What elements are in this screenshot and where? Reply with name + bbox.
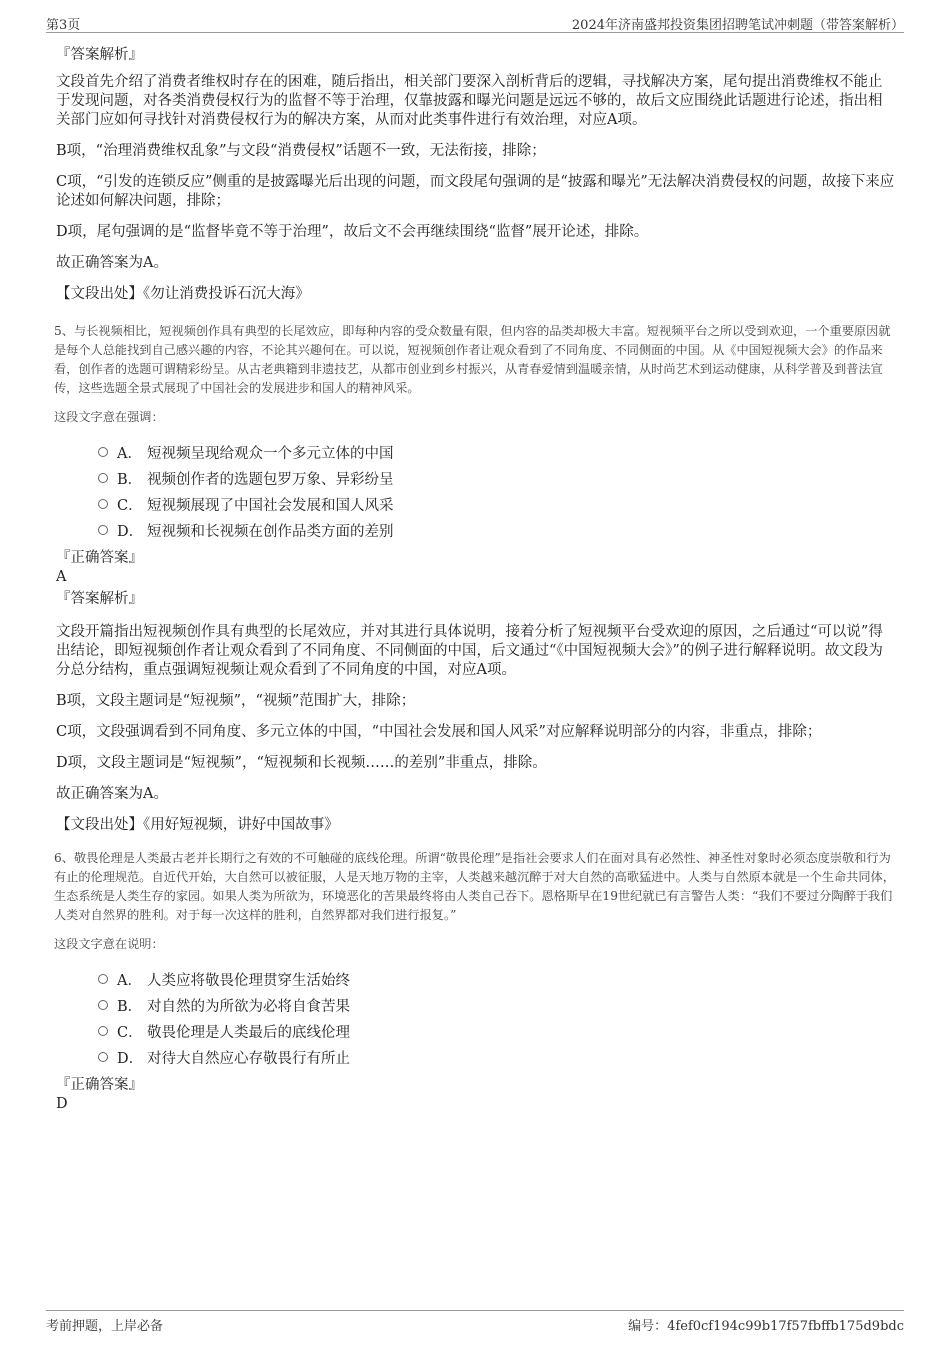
page-header xyxy=(46,14,904,33)
radio-icon[interactable] xyxy=(98,525,108,535)
analysis-label: 『答案解析』 xyxy=(56,591,143,607)
radio-icon[interactable] xyxy=(98,1026,108,1036)
radio-icon[interactable] xyxy=(98,1052,108,1062)
footer-slogan: 考前押题，上岸必备 xyxy=(46,1319,164,1334)
analysis-paragraph: 文段首先介绍了消费者维权时存在的困难，随后指出，相关部门要深入剖析背后的逻辑，寻找解决方案，尾句提出消费维权不能止于发现问题，对各类消费侵权行为的监督不等于治理，仅靠披露和曝光问题是远远不够的，故后文应围绕此话题进行论述，指出相关部门应如何寻找针对消费侵权行为的解决方案，从而对此类事件进行有效治理，对应A项。 xyxy=(56,74,883,128)
option-b[interactable]: B． 对自然的为所欲为必将自食苦果 xyxy=(98,992,896,1018)
document-id: 编号：4fef0cf194c99b17f57fbffb175d9bdc xyxy=(628,1319,904,1334)
radio-icon[interactable] xyxy=(98,473,108,483)
radio-icon[interactable] xyxy=(98,974,108,984)
correct-answer: A xyxy=(56,569,67,585)
page-content xyxy=(56,46,896,1117)
source: 【文段出处】《用好短视频，讲好中国故事》 xyxy=(56,817,339,833)
analysis-paragraph: B项，文段主题词是“短视频”，“视频”范围扩大，排除； xyxy=(56,693,416,709)
analysis-paragraph: D项，文段主题词是“短视频”，“短视频和长视频……的差别”非重点，排除。 xyxy=(56,755,547,771)
question-5-prompt: 这段文字意在强调： xyxy=(54,410,164,424)
correct-answer: D xyxy=(56,1096,68,1112)
option-c[interactable]: C． 短视频展现了中国社会发展和国人风采 xyxy=(98,491,896,517)
radio-icon[interactable] xyxy=(98,1000,108,1010)
question-5-text: 5、与长视频相比，短视频创作具有典型的长尾效应，即每种内容的受众数量有限，但内容的品类却极大丰富。短视频平台之所以受到欢迎，一个重要原因就是每个人总能找到自己感兴趣的内容，不论其兴趣何在。可以说，短视频创作者让观众看到了不同角度、不同侧面的中国。从《中国短视频大会》的作品来看，创作者的选题可谓精彩纷呈。从古老典籍到非遗技艺，从都市创业到乡村振兴，从青春爱情到温暖亲情，从时尚艺术到运动健康，从科学普及到普法宣传，这些选题全景式展现了中国社会的发展进步和国人的精神风采。 xyxy=(54,324,891,395)
question-6-text: 6、敬畏伦理是人类最古老并长期行之有效的不可触碰的底线伦理。所谓“敬畏伦理”是指社会要求人们在面对具有必然性、神圣性对象时必须态度崇敬和行为有止的伦理规范。自近代开始，大自然可以被征服，人是天地万物的主宰，人类越来越沉醉于对大自然的高歌猛进中。人类与自然原本就是一个生命共同体，生态系统是人类生存的家园。如果人类为所欲为，环境恶化的苦果最终将由人类自己吞下。恩格斯早在19世纪就已有言警告人类：“我们不要过分陶醉于我们人类对自然界的胜利。对于每一次这样的胜利，自然界都对我们进行报复。” xyxy=(54,851,895,922)
option-a[interactable]: A． 短视频呈现给观众一个多元立体的中国 xyxy=(98,439,896,465)
source: 【文段出处】《勿让消费投诉石沉大海》 xyxy=(56,286,310,302)
question-6-options xyxy=(98,966,896,1070)
analysis-paragraph: C项，“引发的连锁反应”侧重的是披露曝光后出现的问题，而文段尾句强调的是“披露和曝光”无法解决消费侵权的问题，故接下来应论述如何解决问题，排除； xyxy=(56,174,895,209)
radio-icon[interactable] xyxy=(98,499,108,509)
conclusion: 故正确答案为A。 xyxy=(56,255,168,271)
page-footer xyxy=(46,1310,904,1334)
option-a[interactable]: A． 人类应将敬畏伦理贯穿生活始终 xyxy=(98,966,896,992)
analysis-paragraph: B项，“治理消费维权乱象”与文段“消费侵权”话题不一致，无法衔接，排除； xyxy=(56,143,546,159)
analysis-paragraph: D项，尾句强调的是“监督毕竟不等于治理”，故后文不会再继续围绕“监督”展开论述，排除。 xyxy=(56,224,649,240)
question-5-options xyxy=(98,439,896,543)
answer-label: 『正确答案』 xyxy=(56,550,143,566)
radio-icon[interactable] xyxy=(98,447,108,457)
option-d[interactable]: D． 短视频和长视频在创作品类方面的差别 xyxy=(98,517,896,543)
option-c[interactable]: C． 敬畏伦理是人类最后的底线伦理 xyxy=(98,1018,896,1044)
document-title: 2024年济南盛邦投资集团招聘笔试冲刺题（带答案解析） xyxy=(571,18,904,33)
question-6-prompt: 这段文字意在说明： xyxy=(54,937,164,951)
option-b[interactable]: B． 视频创作者的选题包罗万象、异彩纷呈 xyxy=(98,465,896,491)
answer-label: 『正确答案』 xyxy=(56,1077,143,1093)
analysis-paragraph: C项，文段强调看到不同角度、多元立体的中国，“中国社会发展和国人风采”对应解释说明部分的内容，非重点，排除； xyxy=(56,724,822,740)
analysis-label: 『答案解析』 xyxy=(56,47,143,63)
page-number: 第3页 xyxy=(46,18,81,33)
option-d[interactable]: D． 对待大自然应心存敬畏行有所止 xyxy=(98,1044,896,1070)
conclusion: 故正确答案为A。 xyxy=(56,786,168,802)
analysis-paragraph: 文段开篇指出短视频创作具有典型的长尾效应，并对其进行具体说明，接着分析了短视频平台受欢迎的原因，之后通过“可以说”得出结论，即短视频创作者让观众看到了不同角度、不同侧面的中国，后文通过“《中国短视频大会》”的例子进行解释说明。故文段为分总分结构，重点强调短视频让观众看到了不同角度的中国，对应A项。 xyxy=(56,624,883,678)
